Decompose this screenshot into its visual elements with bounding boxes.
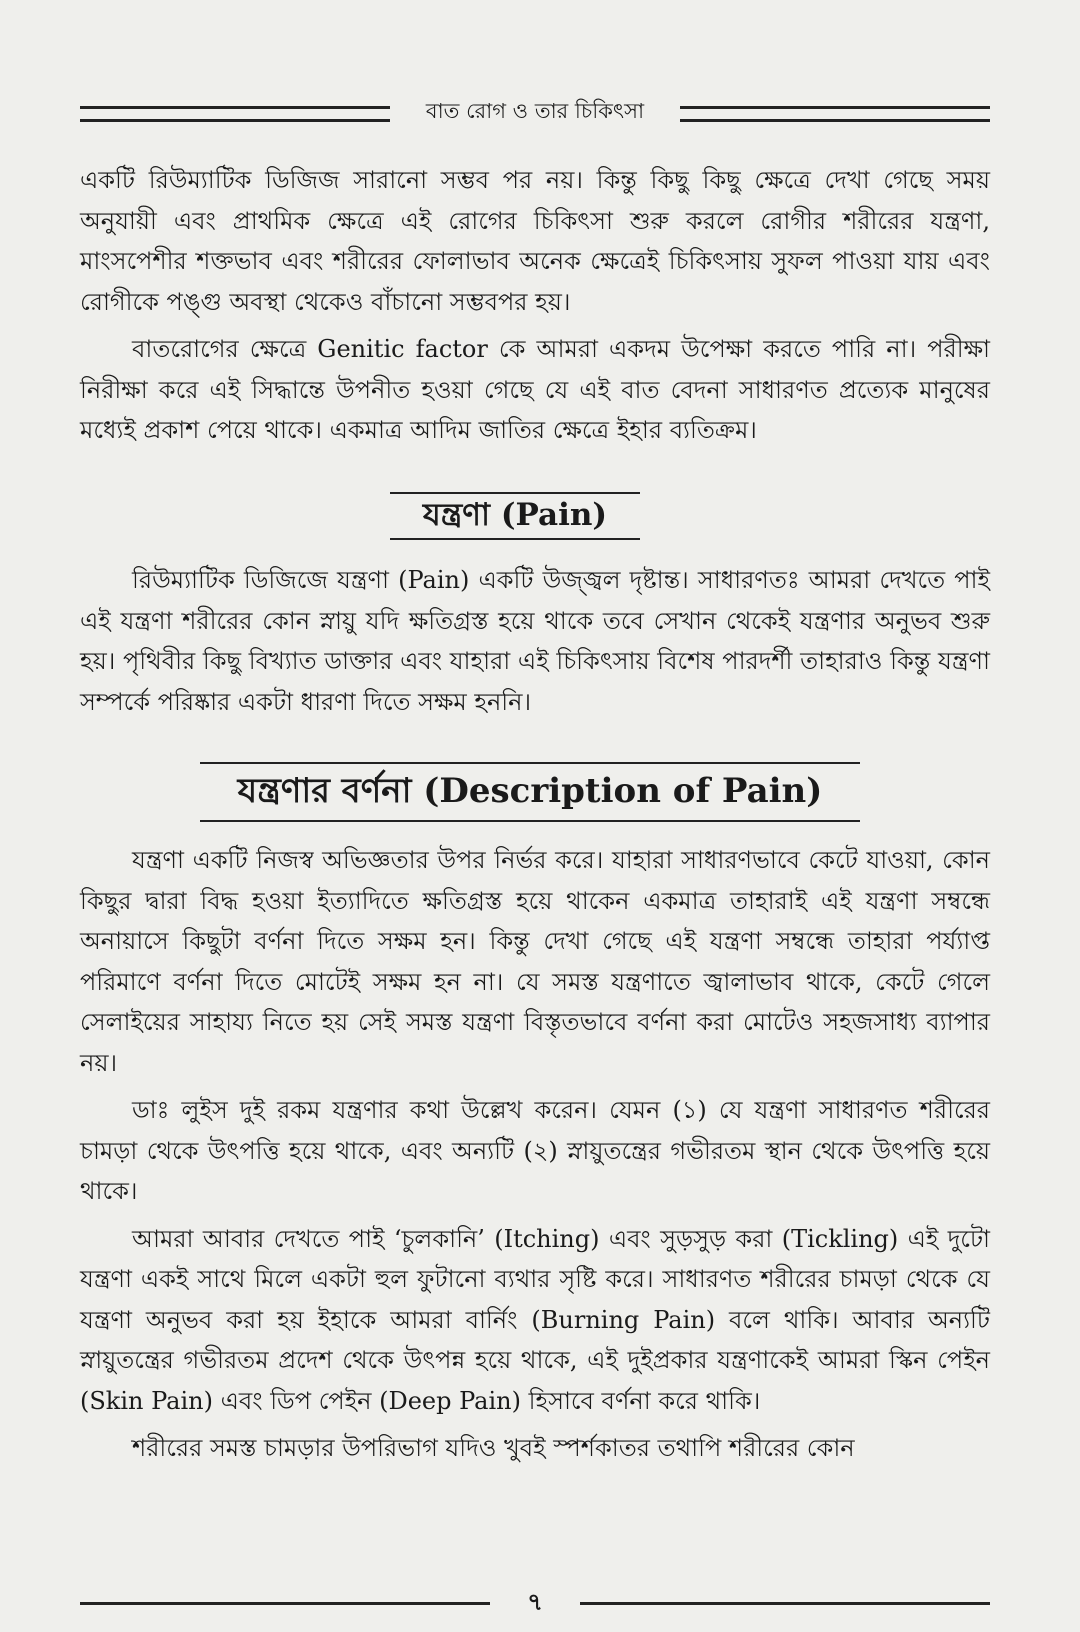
paragraph: বাতরোগের ক্ষেত্রে Genitic factor কে আমরা একদম উপেক্ষা করতে পারি না। পরীক্ষা নিরীক্ষা করে এই সিদ্ধান্তে উপনীত হওয়া গেছে যে এই বাত বেদনা সাধারণত প্রত্যেক মানুষের মধ্যেই প্রকাশ পেয়ে থাকে। একমাত্র আদিম জাতির ক্ষেত্রে ইহার ব্যতিক্রম।: [80, 335, 990, 444]
paragraph: আমরা আবার দেখতে পাই ‘চুলকানি’ (Itching) এবং সুড়সুড় করা (Tickling) এই দুটো যন্ত্রণা একই সাথে মিলে একটা হুল ফুটানো ব্যথার সৃষ্টি করে। সাধারণত শরীরের চামড়া থেকে যে যন্ত্রণা অনুভব করা হয় ইহাকে আমরা বার্নিং (Burning Pain) বলে থাকি। আবার অন্যটি স্নায়ুতন্ত্রের গভীরতম প্রদেশ থেকে উৎপন্ন হয়ে থাকে, এই দুইপ্রকার যন্ত্রণাকেই আমরা স্কিন পেইন (Skin Pain) এবং ডিপ পেইন (Deep Pain) হিসাবে বর্ণনা করে থাকি।: [80, 1224, 990, 1415]
header-rule-left: [80, 106, 390, 122]
heading-rule: [200, 820, 860, 822]
paragraph: রিউম্যাটিক ডিজিজে যন্ত্রণা (Pain) একটি উজ্জ্বল দৃষ্টান্ত। সাধারণতঃ আমরা দেখতে পাই এই যন্ত্রণা শরীরের কোন স্নায়ু যদি ক্ষতিগ্রস্ত হয়ে থাকে তবে সেখান থেকেই যন্ত্রণার অনুভব শুরু হয়। পৃথিবীর কিছু বিখ্যাত ডাক্তার এবং যাহারা এই চিকিৎসায় বিশেষ পারদর্শী তাহারাও কিন্তু যন্ত্রণা সম্পর্কে পরিষ্কার একটা ধারণা দিতে সক্ষম হননি।: [80, 566, 990, 716]
heading-pain: [390, 492, 640, 540]
paragraph: যন্ত্রণা একটি নিজস্ব অভিজ্ঞতার উপর নির্ভর করে। যাহারা সাধারণভাবে কেটে যাওয়া, কোন কিছুর দ্বারা বিদ্ধ হওয়া ইত্যাদিতে ক্ষতিগ্রস্ত হয়ে থাকেন একমাত্র তাহারাই এই যন্ত্রণা সম্বন্ধে অনায়াসে কিছুটা বর্ণনা দিতে সক্ষম হন। কিন্তু দেখা গেছে এই যন্ত্রণা সম্বন্ধে তাহারা পর্য্যাপ্ত পরিমাণে বর্ণনা দিতে মোটেই সক্ষম হন না। যে সমস্ত যন্ত্রণাতে জ্বালাভাব থাকে, কেটে গেলে সেলাইয়ের সাহায্য নিতে হয় সেই সমস্ত যন্ত্রণা বিস্তৃতভাবে বর্ণনা করা মোটেও সহজসাধ্য ব্যাপার নয়।: [80, 846, 990, 1077]
header-rule-right: [680, 106, 990, 122]
footer-rule-right: [580, 1602, 990, 1605]
description-section: [80, 840, 990, 1476]
page-number: ৭: [527, 1587, 543, 1616]
heading-pain-text: যন্ত্রণা (Pain): [422, 497, 608, 533]
heading-rule: [200, 762, 860, 764]
pain-section: [80, 560, 990, 729]
heading-rule: [390, 492, 640, 494]
intro-section: [80, 160, 990, 458]
header-title: বাত রোগ ও তার চিকিৎসা: [425, 99, 645, 123]
footer-rule-left: [80, 1602, 490, 1605]
paragraph: ডাঃ লুইস দুই রকম যন্ত্রণার কথা উল্লেখ করেন। যেমন (১) যে যন্ত্রণা সাধারণত শরীরের চামড়া থেকে উৎপত্তি হয়ে থাকে, এবং অন্যটি (২) স্নায়ুতন্ত্রের গভীরতম স্থান থেকে উৎপত্তি হয়ে থাকে।: [80, 1096, 990, 1205]
paragraph: একটি রিউম্যাটিক ডিজিজ সারানো সম্ভব পর নয়। কিন্তু কিছু কিছু ক্ষেত্রে দেখা গেছে সময় অনুযায়ী এবং প্রাথমিক ক্ষেত্রে এই রোগের চিকিৎসা শুরু করলে রোগীর শরীরের যন্ত্রণা, মাংসপেশীর শক্তভাব এবং শরীরের ফোলাভাব অনেক ক্ষেত্রেই চিকিৎসায় সুফল পাওয়া যায় এবং রোগীকে পঙ্গু অবস্থা থেকেও বাঁচানো সম্ভবপর হয়।: [80, 166, 990, 316]
heading-rule: [390, 538, 640, 540]
heading-description-of-pain: [200, 762, 860, 822]
paragraph: শরীরের সমস্ত চামড়ার উপরিভাগ যদিও খুবই স্পর্শকাতর তথাপি শরীরের কোন: [132, 1434, 855, 1462]
page-footer: [80, 1587, 990, 1620]
heading-description-text: যন্ত্রণার বর্ণনা (Description of Pain): [237, 771, 823, 811]
running-header: [80, 96, 990, 132]
